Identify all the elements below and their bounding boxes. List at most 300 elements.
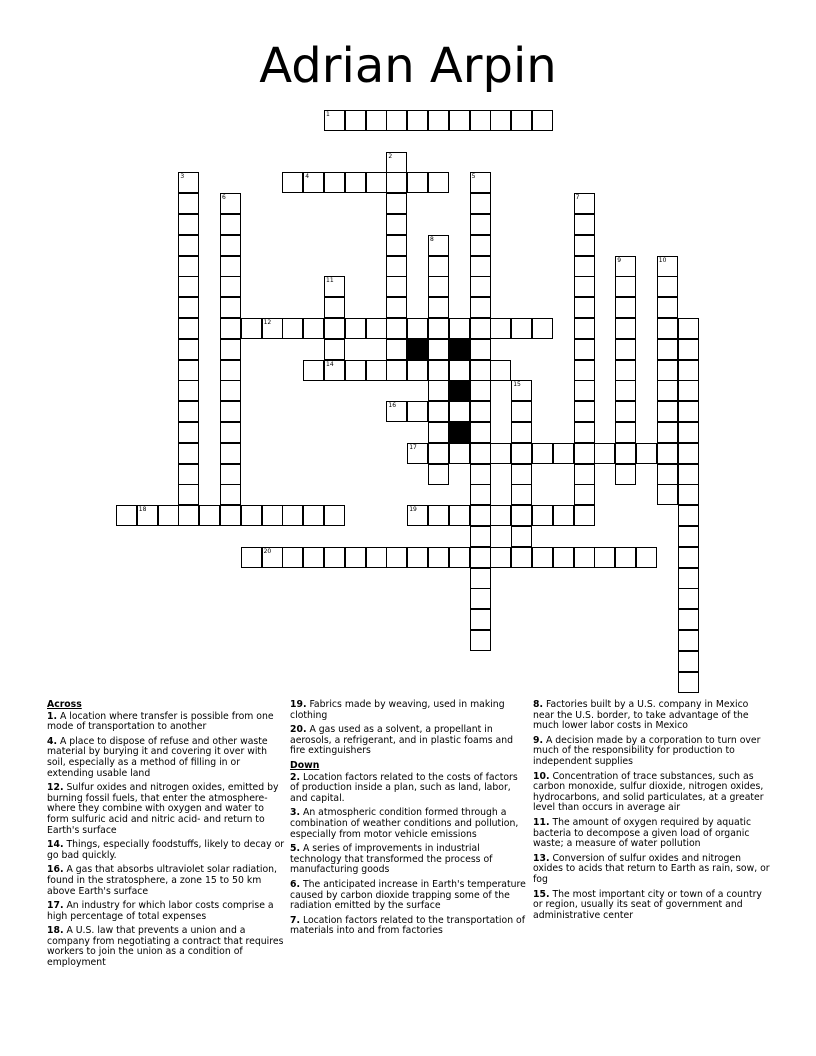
grid-cell[interactable] (386, 297, 407, 318)
grid-cell[interactable] (303, 172, 324, 193)
clue-number: 14. (47, 839, 64, 851)
grid-cell[interactable] (678, 568, 699, 589)
grid-cell[interactable] (386, 235, 407, 256)
across-clue-list-continued (290, 700, 528, 757)
grid-cell[interactable] (345, 172, 366, 193)
grid-cell[interactable] (386, 318, 407, 339)
grid-cell[interactable] (220, 464, 241, 485)
grid-cell[interactable] (678, 464, 699, 485)
down-heading: Down (290, 759, 320, 771)
grid-cell[interactable] (574, 380, 595, 401)
grid-cell[interactable] (137, 505, 158, 526)
clue-number-5: 5 (471, 173, 476, 181)
grid-cell[interactable] (636, 547, 657, 568)
grid-cell[interactable] (303, 547, 324, 568)
grid-cell[interactable] (199, 505, 220, 526)
grid-cell[interactable] (386, 193, 407, 214)
grid-cell[interactable] (241, 318, 262, 339)
grid-cell[interactable] (615, 360, 636, 381)
grid-cell[interactable] (220, 484, 241, 505)
grid-cell[interactable] (574, 484, 595, 505)
grid-cell[interactable] (428, 276, 449, 297)
grid-cell[interactable] (178, 318, 199, 339)
grid-cell[interactable] (574, 547, 595, 568)
grid-cell[interactable] (428, 318, 449, 339)
grid-cell[interactable] (470, 214, 491, 235)
grid-cell[interactable] (428, 547, 449, 568)
clue-number-14: 14 (326, 360, 334, 368)
grid-cell[interactable] (345, 318, 366, 339)
grid-cell[interactable] (386, 172, 407, 193)
grid-cell[interactable] (574, 256, 595, 277)
clue-text: Concentration of trace substances, such as carbon monoxide, sulfur dioxide, nitrogen oxides, hydrocarbons, and solid particulates, at a greater level than occurs in average air (533, 770, 764, 814)
grid-cell[interactable] (366, 547, 387, 568)
grid-cell[interactable] (678, 380, 699, 401)
grid-cell[interactable] (636, 443, 657, 464)
grid-cell[interactable] (303, 318, 324, 339)
grid-cell[interactable] (324, 360, 345, 381)
down-clue-list-continued (533, 700, 771, 921)
grid-cell[interactable] (428, 110, 449, 131)
down-clue (290, 844, 528, 876)
clue-number-18: 18 (138, 506, 147, 514)
grid-cell[interactable] (407, 172, 428, 193)
across-clue (47, 840, 285, 861)
grid-cell[interactable] (220, 443, 241, 464)
grid-cell[interactable] (470, 547, 491, 568)
grid-cell[interactable] (282, 172, 303, 193)
grid-cell[interactable] (303, 360, 324, 381)
across-clue (290, 725, 528, 757)
grid-cell[interactable] (470, 172, 491, 193)
grid-cell[interactable] (386, 401, 407, 422)
clue-number: 13. (533, 852, 550, 864)
grid-cell[interactable] (220, 380, 241, 401)
grid-cell[interactable] (511, 318, 532, 339)
clue-number: 3. (290, 807, 301, 819)
grid-cell[interactable] (678, 651, 699, 672)
grid-cell[interactable] (615, 339, 636, 360)
grid-cell[interactable] (449, 110, 470, 131)
grid-cell[interactable] (178, 443, 199, 464)
grid-cell[interactable] (615, 464, 636, 485)
grid-cell[interactable] (428, 172, 449, 193)
grid-cell[interactable] (449, 443, 470, 464)
across-clue (47, 865, 285, 897)
grid-cell[interactable] (386, 110, 407, 131)
grid-cell[interactable] (407, 443, 428, 464)
grid-cell[interactable] (178, 380, 199, 401)
grid-cell[interactable] (574, 214, 595, 235)
grid-cell[interactable] (678, 360, 699, 381)
grid-cell[interactable] (470, 276, 491, 297)
grid-cell[interactable] (615, 422, 636, 443)
grid-cell[interactable] (678, 672, 699, 693)
grid-cell[interactable] (178, 505, 199, 526)
clue-number-15: 15 (513, 381, 521, 389)
grid-cell[interactable] (178, 464, 199, 485)
clue-number: 4. (47, 735, 58, 747)
grid-cell[interactable] (178, 193, 199, 214)
grid-cell[interactable] (366, 318, 387, 339)
grid-cell[interactable] (615, 380, 636, 401)
grid-cell[interactable] (428, 401, 449, 422)
grid-cell[interactable] (324, 547, 345, 568)
grid-cell[interactable] (220, 422, 241, 443)
grid-cell[interactable] (657, 339, 678, 360)
grid-cell[interactable] (615, 401, 636, 422)
across-clue (290, 700, 528, 721)
grid-cell[interactable] (407, 110, 428, 131)
grid-cell[interactable] (324, 505, 345, 526)
clue-number-19: 19 (409, 506, 417, 514)
grid-cell[interactable] (678, 484, 699, 505)
grid-cell[interactable] (657, 297, 678, 318)
down-clue (533, 854, 771, 886)
grid-cell[interactable] (490, 360, 511, 381)
grid-cell[interactable] (470, 256, 491, 277)
grid-cell[interactable] (678, 609, 699, 630)
grid-cell[interactable] (428, 443, 449, 464)
grid-cell[interactable] (490, 547, 511, 568)
clue-number-2: 2 (388, 152, 393, 160)
clue-number: 6. (290, 878, 301, 890)
grid-cell[interactable] (470, 339, 491, 360)
grid-cell[interactable] (678, 505, 699, 526)
clue-number-7: 7 (575, 194, 580, 202)
grid-cell[interactable] (386, 339, 407, 360)
down-clue-list (290, 773, 528, 937)
grid-cell[interactable] (615, 297, 636, 318)
grid-cell[interactable] (532, 505, 553, 526)
grid-cell[interactable] (220, 276, 241, 297)
grid-cell[interactable] (324, 318, 345, 339)
clue-number: 5. (290, 843, 301, 855)
clues-column-2 (290, 700, 528, 941)
grid-cell[interactable] (158, 505, 179, 526)
grid-cell[interactable] (615, 256, 636, 277)
clue-text: Location factors related to the transportation of materials into and from factories (290, 914, 526, 937)
grid-cell[interactable] (282, 505, 303, 526)
grid-cell[interactable] (490, 318, 511, 339)
clue-number: 2. (290, 771, 301, 783)
grid-cell[interactable] (407, 401, 428, 422)
grid-cell[interactable] (428, 339, 449, 360)
grid-cell[interactable] (678, 422, 699, 443)
clue-number-9: 9 (617, 256, 622, 264)
grid-cell[interactable] (615, 547, 636, 568)
grid-cell[interactable] (324, 276, 345, 297)
grid-cell[interactable] (470, 297, 491, 318)
grid-cell[interactable] (345, 360, 366, 381)
grid-cell[interactable] (532, 110, 553, 131)
clue-number-20: 20 (263, 547, 272, 555)
grid-cell[interactable] (678, 443, 699, 464)
clue-number-6: 6 (222, 194, 226, 202)
down-clue (290, 916, 528, 937)
clue-text: The amount of oxygen required by aquatic bacteria to decompose a given load of organic waste; a measure of water pollution (533, 816, 752, 850)
grid-cell[interactable] (594, 547, 615, 568)
grid-cell[interactable] (574, 297, 595, 318)
grid-cell[interactable] (428, 505, 449, 526)
grid-cell[interactable] (220, 214, 241, 235)
grid-cell[interactable] (574, 464, 595, 485)
grid-cell[interactable] (574, 318, 595, 339)
grid-cell[interactable] (470, 588, 491, 609)
grid-cell[interactable] (470, 484, 491, 505)
grid-cell[interactable] (220, 339, 241, 360)
grid-cell[interactable] (178, 256, 199, 277)
grid-cell[interactable] (657, 464, 678, 485)
grid-cell[interactable] (116, 505, 137, 526)
grid-cell[interactable] (386, 276, 407, 297)
grid-cell[interactable] (449, 318, 470, 339)
across-clue (47, 926, 285, 968)
grid-cell[interactable] (324, 172, 345, 193)
down-clue (290, 773, 528, 805)
grid-cell[interactable] (678, 318, 699, 339)
clue-text: A gas that absorbs ultraviolet solar radiation, found in the stratosphere, a zone 15 to 50 km above Earth's surface (47, 864, 278, 897)
grid-cell[interactable] (490, 505, 511, 526)
grid-cell[interactable] (657, 256, 678, 277)
grid-cell[interactable] (407, 318, 428, 339)
clue-number-16: 16 (388, 402, 397, 410)
clue-text: Location factors related to the costs of factors of production inside a plan, such as land, labor, and capital. (290, 771, 518, 804)
grid-cell[interactable] (532, 318, 553, 339)
grid-cell[interactable] (470, 422, 491, 443)
grid-cell[interactable] (574, 360, 595, 381)
grid-cell[interactable] (678, 526, 699, 547)
grid-cell[interactable] (574, 422, 595, 443)
down-clue (533, 700, 771, 732)
grid-cell[interactable] (282, 547, 303, 568)
grid-cell[interactable] (386, 547, 407, 568)
clue-number-10: 10 (658, 256, 667, 264)
grid-cell[interactable] (574, 443, 595, 464)
grid-cell[interactable] (470, 360, 491, 381)
grid-cell[interactable] (178, 297, 199, 318)
grid-cell[interactable] (324, 110, 345, 131)
down-clue (290, 808, 528, 840)
grid-cell[interactable] (678, 630, 699, 651)
grid-cell[interactable] (386, 256, 407, 277)
black-cell (449, 422, 470, 443)
clue-number-8: 8 (430, 235, 434, 243)
grid-cell[interactable] (178, 360, 199, 381)
clue-text: Factories built by a U.S. company in Mexico near the U.S. border, to take advantage of the much lower labor costs in Mexico (533, 699, 749, 732)
grid-cell[interactable] (553, 505, 574, 526)
grid-cell[interactable] (470, 110, 491, 131)
grid-cell[interactable] (511, 422, 532, 443)
clue-text: An industry for which labor costs comprise a high percentage of total expenses (47, 900, 274, 922)
grid-cell[interactable] (511, 401, 532, 422)
grid-cell[interactable] (428, 235, 449, 256)
grid-cell[interactable] (470, 464, 491, 485)
grid-cell[interactable] (470, 568, 491, 589)
grid-cell[interactable] (262, 505, 283, 526)
grid-cell[interactable] (511, 380, 532, 401)
grid-cell[interactable] (178, 401, 199, 422)
grid-cell[interactable] (490, 443, 511, 464)
grid-cell[interactable] (470, 380, 491, 401)
grid-cell[interactable] (324, 339, 345, 360)
clues-column-1 (47, 700, 285, 973)
grid-cell[interactable] (657, 401, 678, 422)
grid-cell[interactable] (511, 505, 532, 526)
clue-number: 8. (533, 699, 544, 710)
grid-cell[interactable] (366, 360, 387, 381)
clue-number: 17. (47, 900, 64, 912)
grid-cell[interactable] (345, 110, 366, 131)
grid-cell[interactable] (220, 297, 241, 318)
grid-cell[interactable] (470, 505, 491, 526)
grid-cell[interactable] (615, 276, 636, 297)
grid-cell[interactable] (470, 526, 491, 547)
grid-cell[interactable] (657, 318, 678, 339)
grid-cell[interactable] (553, 443, 574, 464)
grid-cell[interactable] (428, 297, 449, 318)
grid-cell[interactable] (678, 588, 699, 609)
grid-cell[interactable] (220, 235, 241, 256)
across-clue (47, 901, 285, 922)
grid-cell[interactable] (220, 318, 241, 339)
grid-cell[interactable] (470, 630, 491, 651)
grid-cell[interactable] (241, 547, 262, 568)
grid-cell[interactable] (490, 110, 511, 131)
grid-cell[interactable] (657, 360, 678, 381)
grid-cell[interactable] (386, 214, 407, 235)
grid-cell[interactable] (386, 360, 407, 381)
grid-cell[interactable] (511, 526, 532, 547)
grid-cell[interactable] (532, 443, 553, 464)
down-clue (533, 772, 771, 814)
grid-cell[interactable] (303, 505, 324, 526)
grid-cell[interactable] (407, 360, 428, 381)
grid-cell[interactable] (178, 422, 199, 443)
across-clue (47, 783, 285, 836)
grid-cell[interactable] (282, 318, 303, 339)
grid-cell[interactable] (470, 193, 491, 214)
grid-cell[interactable] (366, 110, 387, 131)
grid-cell[interactable] (553, 547, 574, 568)
grid-cell[interactable] (678, 547, 699, 568)
grid-cell[interactable] (470, 401, 491, 422)
grid-cell[interactable] (511, 443, 532, 464)
grid-cell[interactable] (657, 443, 678, 464)
grid-cell[interactable] (678, 339, 699, 360)
grid-cell[interactable] (386, 152, 407, 173)
black-cell (449, 339, 470, 360)
across-clue (47, 712, 285, 733)
black-cell (449, 380, 470, 401)
grid-cell[interactable] (657, 484, 678, 505)
grid-cell[interactable] (449, 505, 470, 526)
grid-cell[interactable] (220, 401, 241, 422)
clue-text: Sulfur oxides and nitrogen oxides, emitted by burning fossil fuels, that enter the atmosphere-where they combine with oxygen and water to form sulfuric acid and nitric acid- and return to Earth's surface (47, 782, 279, 836)
grid-cell[interactable] (615, 443, 636, 464)
grid-cell[interactable] (178, 276, 199, 297)
grid-cell[interactable] (678, 401, 699, 422)
clue-number: 7. (290, 914, 301, 926)
grid-cell[interactable] (220, 193, 241, 214)
grid-cell[interactable] (594, 443, 615, 464)
grid-cell[interactable] (178, 339, 199, 360)
grid-cell[interactable] (657, 380, 678, 401)
grid-cell[interactable] (262, 318, 283, 339)
grid-cell[interactable] (574, 505, 595, 526)
grid-cell[interactable] (366, 172, 387, 193)
grid-cell[interactable] (470, 235, 491, 256)
grid-cell[interactable] (574, 401, 595, 422)
clue-number-17: 17 (409, 443, 417, 451)
grid-cell[interactable] (428, 360, 449, 381)
grid-cell[interactable] (532, 547, 553, 568)
grid-cell[interactable] (428, 380, 449, 401)
grid-cell[interactable] (511, 110, 532, 131)
grid-cell[interactable] (220, 360, 241, 381)
grid-cell[interactable] (178, 235, 199, 256)
grid-cell[interactable] (449, 547, 470, 568)
clue-text: The most important city or town of a country or region, usually its seat of government and administrative center (533, 888, 762, 921)
grid-cell[interactable] (428, 256, 449, 277)
grid-cell[interactable] (470, 609, 491, 630)
grid-cell[interactable] (220, 505, 241, 526)
grid-cell[interactable] (324, 297, 345, 318)
grid-cell[interactable] (574, 235, 595, 256)
clue-text: Conversion of sulfur oxides and nitrogen oxides to acids that return to Earth as rain, sow, or fog (533, 852, 770, 885)
clue-text: A gas used as a solvent, a propellant in aerosols, a refrigerant, and in plastic foams and fire extinguishers (290, 724, 514, 757)
grid-cell[interactable] (449, 360, 470, 381)
grid-cell[interactable] (657, 422, 678, 443)
grid-cell[interactable] (511, 484, 532, 505)
grid-cell[interactable] (470, 443, 491, 464)
grid-cell[interactable] (241, 505, 262, 526)
clue-text: A place to dispose of refuse and other waste material by burying it and covering it over with soil, especially as a method of filling in or extending usable land (47, 735, 268, 779)
grid-cell[interactable] (220, 256, 241, 277)
grid-cell[interactable] (574, 276, 595, 297)
grid-cell[interactable] (511, 547, 532, 568)
grid-cell[interactable] (449, 401, 470, 422)
grid-cell[interactable] (657, 276, 678, 297)
grid-cell[interactable] (574, 193, 595, 214)
grid-cell[interactable] (178, 172, 199, 193)
clue-text: The anticipated increase in Earth's temperature caused by carbon dioxide trapping some of the radiation emitted by the surface (290, 878, 526, 912)
grid-cell[interactable] (511, 464, 532, 485)
clue-number: 16. (47, 864, 64, 876)
grid-cell[interactable] (428, 464, 449, 485)
grid-cell[interactable] (345, 547, 366, 568)
grid-cell[interactable] (470, 318, 491, 339)
grid-cell[interactable] (615, 318, 636, 339)
clue-number: 11. (533, 816, 550, 828)
clue-number: 15. (533, 888, 550, 900)
clue-text: A series of improvements in industrial technology that transformed the process of manufacturing goods (290, 843, 493, 876)
grid-cell[interactable] (407, 547, 428, 568)
grid-cell[interactable] (178, 214, 199, 235)
puzzle-title: Adrian Arpin (259, 38, 557, 94)
grid-cell[interactable] (574, 339, 595, 360)
grid-cell[interactable] (428, 422, 449, 443)
clue-number: 18. (47, 925, 64, 937)
clue-number-3: 3 (180, 173, 185, 181)
down-clue (290, 880, 528, 912)
grid-cell[interactable] (262, 547, 283, 568)
grid-cell[interactable] (178, 484, 199, 505)
clue-number: 10. (533, 770, 550, 782)
grid-cell[interactable] (407, 505, 428, 526)
across-clue-list (47, 712, 285, 969)
down-clue (533, 736, 771, 768)
